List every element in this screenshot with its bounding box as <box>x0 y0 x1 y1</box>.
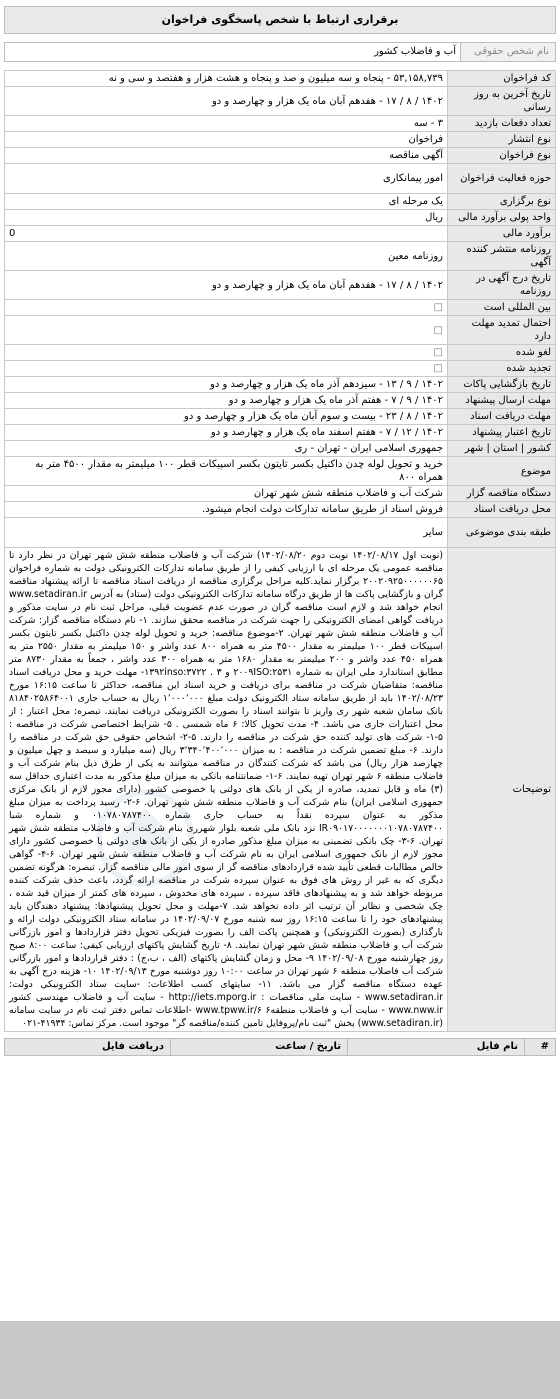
info-value: فراخوان <box>5 132 448 148</box>
info-value: ۱۴۰۲ / ۱۲ / ۷ - هفتم اسفند ماه یک هزار و چهارصد و دو <box>5 425 448 441</box>
info-row <box>5 148 556 164</box>
info-key: تاریخ آخرین به روز رسانی <box>448 87 556 116</box>
info-key: احتمال تمدید مهلت دارد <box>448 316 556 345</box>
info-value: □ <box>5 345 448 361</box>
contact-label: نام شخص حقوقی <box>460 43 555 61</box>
info-key: واحد پولی برآورد مالی <box>448 210 556 226</box>
info-row <box>5 518 556 548</box>
info-value: ۵۳,۱۵۸,۷۳۹ - پنجاه و سه میلیون و صد و پنجاه و هشت هزار و هفتصد و سی و نه <box>5 71 448 87</box>
info-row <box>5 441 556 457</box>
info-key: لغو شده <box>448 345 556 361</box>
info-value: □ <box>5 316 448 345</box>
info-key: حوزه فعالیت فراخوان <box>448 164 556 194</box>
description-row <box>5 548 556 1032</box>
info-row <box>5 242 556 271</box>
info-row <box>5 425 556 441</box>
info-key: محل دریافت اسناد <box>448 502 556 518</box>
info-row <box>5 71 556 87</box>
contact-value: آب و فاضلاب کشور <box>374 46 456 57</box>
files-col-name: نام فایل <box>347 1039 524 1055</box>
info-value: خرید و تحویل لوله چدن داکتیل بکسر تایتون بکسر اسپیکات قطر ۱۰۰ میلیمتر به مقدار ۴۵۰۰ متر به همراه ۸۰۰ <box>5 457 448 486</box>
info-value: سایر <box>5 518 448 548</box>
info-row <box>5 132 556 148</box>
info-key: تجدید شده <box>448 361 556 377</box>
info-key: تاریخ بازگشایی پاکات <box>448 377 556 393</box>
info-row <box>5 210 556 226</box>
description-text <box>5 548 448 1032</box>
info-row <box>5 300 556 316</box>
info-value: جمهوری اسلامی ایران - تهران - ری <box>5 441 448 457</box>
info-row <box>5 377 556 393</box>
info-row <box>5 345 556 361</box>
info-value: روزنامه معین <box>5 242 448 271</box>
info-key: طبقه بندی موضوعی <box>448 518 556 548</box>
tender-info-table <box>4 70 556 1032</box>
info-row <box>5 194 556 210</box>
info-row <box>5 116 556 132</box>
info-key: کد فراخوان <box>448 71 556 87</box>
files-table-header <box>4 1038 556 1056</box>
info-value: فروش اسناد از طریق سامانه تدارکات دولت انجام میشود. <box>5 502 448 518</box>
info-key: مهلت ارسال پیشنهاد <box>448 393 556 409</box>
info-key: نوع فراخوان <box>448 148 556 164</box>
info-key: تاریخ درج آگهی در روزنامه <box>448 271 556 300</box>
description-label: توضیحات <box>448 548 556 1032</box>
info-key: نوع برگزاری <box>448 194 556 210</box>
footer-bar <box>0 1321 560 1399</box>
info-value: 0 <box>5 226 448 242</box>
files-col-index: # <box>524 1039 555 1055</box>
info-row <box>5 226 556 242</box>
info-value: ریال <box>5 210 448 226</box>
info-row <box>5 393 556 409</box>
info-row <box>5 271 556 300</box>
info-value: آگهی مناقصه <box>5 148 448 164</box>
info-key: برآورد مالی <box>448 226 556 242</box>
page-title: برقراری ارتباط با شخص پاسخگوی فراخوان <box>4 6 556 34</box>
info-row <box>5 409 556 425</box>
info-row <box>5 87 556 116</box>
info-key: کشور | استان | شهر <box>448 441 556 457</box>
info-row <box>5 486 556 502</box>
info-value: امور پیمانکاری <box>5 164 448 194</box>
info-value: □ <box>5 361 448 377</box>
contact-row <box>4 42 556 62</box>
info-value: ۳ - سه <box>5 116 448 132</box>
info-value: شرکت آب و فاضلاب منطقه شش شهر تهران <box>5 486 448 502</box>
info-value: □ <box>5 300 448 316</box>
info-row <box>5 316 556 345</box>
info-key: دستگاه مناقصه گزار <box>448 486 556 502</box>
info-key: مهلت دریافت اسناد <box>448 409 556 425</box>
description-body: (نوبت اول ۱۴۰۲/۰۸/۱۷ نوبت دوم ۱۴۰۲/۰۸/۲۰) شرکت آب و فاضلاب منطقه شش شهر تهران در نظر دارد تا مناقصه عمومی یک مرحله ای با ارزیابی کیفی را از طریق سامانه تدارکات الکترونیکی دولت به شماره فراخوان ۲۰۰۲۰۹۲۵۰۰۰۰۰۰۶۵ برگزار نماید.کلیه مراحل برگزاری مناقصه از دریافت اسناد مناقصه تا ارائه پیشنهاد مناقصه گران و بازگشایی پاکت ها از طریق درگاه سامانه تدارکات الکترونیکی دولت (ستاد) به آدرس www.setadiran.ir انجام خواهد شد و لازم است مناقصه گران در صورت عدم عضویت قبلی، مراحل ثبت نام در سایت مذکور و دریافت گواهی امضای الکترونیکی را جهت شرکت در مناقصه محقق سازند. ۱- نام دستگاه مناقصه گزار: شرکت آب و فاضلاب منطقه شش شهر تهران. ۲-موضوع مناقصه: خرید و تحویل لوله چدن داکتیل بکسر تایتون بکسر اسپیکات قطر ۱۰۰ میلیمتر به مقدار ۴۵۰۰ متر به همراه ۸۰۰ عدد واشر و ۱۵۰ میلیمتر به مقدار ۲۵۵۰ متر به همراه ۴۵۰ عدد واشر و ۲۰۰ میلیمتر به مقدار ۱۶۸۰ متر به همراه ۳۰۰ عدد واشر ، جمعاً به مقدار ۸۷۳۰ متر مطابق استاندارد ملی ایران به شماره ۲۰۰۹ISO:۲۵۳۱ و ۱۳۹۲inso:۳۷۲۲ . ۳- مهلت خرید و محل دریافت اسناد مناقصه: متقاضیان شرکت در مناقصه برای دریافت و خرید اسناد این مناقصه، حداکثر تا ساعت ۱۶:۱۵ مورخ ۱۴۰۲/۰۸/۲۳ باید از طریق سامانه ستاد الکترونیک دولت مبلغ ۱٬۰۰۰٬۰۰۰ ریال به حساب جاری ۸۱۸۴۰۲۵۸۶۴۰۰۱ بانک سامان شعبه شهر ری واریز تا بتوانند اسناد را بصورت الکترونیکی دریافت نمایند. تبصره: محل اعتبار : از محل اعتبارات جاری می باشد. ۴- مدت تحویل کالا: ۶ ماه شمسی . ۵- شرایط اختصاصی شرکت در مناقصه : ۵-۱- شرکت های تولید کننده حق شرکت در مناقصه را دارند. ۵-۲- اشخاص حقوقی حق شرکت در مناقصه را دارند. ۶- مبلغ تضمین شرکت در مناقصه : به میزان ۳٬۳۴۰٬۴۰۰٬۰۰۰ ریال (سه میلیارد و سیصد و چهل میلیون و چهارصد هزار ریال) می باشد که شرکت کنندگان در مناقصه میتوانند به یکی از طرق ذیل بنام شرکت آب و فاضلاب منطقه ۶ شهر تهران تهیه نمایند. ۶-۱- ضمانتنامه بانکی به میزان مبلغ مذکور به مدت اعتباری حداقل سه (۳) ماه و قابل تمدید، صادره از یکی از بانک های دولتی یا خصوصی کشور (دارای مجوز لازم از بانک مرکزی جمهوری اسلامی ایران) بنام شرکت آب و فاضلاب منطقه شش شهر تهران. ۶-۲- رسید پرداخت به میزان مبلغ مذکور به عنوان سپرده نقداً به حساب جاری شماره ۰۱۰۷۸۰۷۸۷۴۰۰ و شماره شبا IR۰۹۰۱۷۰۰۰۰۰۰۰۱۰۷۸۰۷۸۷۴۰۰ نزد بانک ملی شعبه بلوار شهرری بنام شرکت آب و فاضلاب منطقه شش شهر تهران. ۶-۳- چک بانکی تضمینی به میزان مبلغ مذکور صادره از یکی از بانک های دولتی یا خصوصی کشور دارای مجوز لازم از بانک جمهوری اسلامی ایران به نام شرکت آب و فاضلاب منطقه شش شهر تهران. ۶-۴- گواهی خالص مطالبات قطعی تأیید شده قراردادهای مناقصه گر از سوی امور مالی مناقصه گزار. تبصره: هرگونه تضمین دیگری که به غیر از روش های فوق به عنوان سپرده شرکت در مناقصه ارائه گردد، باعث حذف شرکت کننده مربوطه خواهد شد و به پیشنهادهای فاقد سپرده ، سپرده های مخدوش ، سپرده های کمتر از میزان قید شده ، چک شخصی و نظایر آن ترتیب اثر داده نخواهد شد. ۷-مهلت و محل تحویل پیشنهادها: پیشنهاد دهندگان باید پیشنهادهای خود را تا ساعت ۱۶:۱۵ روز سه شنبه مورخ ۱۴۰۲/۰۹/۰۷ در سامانه ستاد الکترونیکی دولت ارائه و بارگذاری (بصورت الکترونیکی) و همچنین پاکت الف را بصورت فیزیکی تحویل دفتر قراردادها و امور بازرگانی شرکت آب و فاضلاب منطقه شش شهر تهران نمایند. ۸- تاریخ گشایش پاکتهای ارزیابی کیفی: ساعت ۸:۰۰ صبح روز چهارشنبه مورخ ۱۴۰۲/۰۹/۰۸ ۹- محل و زمان گشایش پاکتهای (الف ، ب،ج) : دفتر قراردادها و امور بازرگانی شرکت آب فاضلاب منطقه ۶ شهر تهران در ساعت ۱۰:۰۰ روز دوشنبه مورخ ۱۴۰۲/۰۹/۱۳ ۱۰- هزینه درج آگهی به عهده دستگاه مناقصه گزار می باشد. ۱۱- سایتهای کسب اطلاعات: -سایت ستاد الکترونیکی دولت: www.setadiran.ir - سایت ملی مناقصات : http://iets.mporg.ir - سایت آب و فاضلاب مهندسی کشور www.nww.ir - سایت آب و فاضلاب منطقه۶ www.tpww.ir/۶ -اطلاعات تماس دفتر ثبت نام در سایت سامانه (www.setadiran.ir) بخش "ثبت نام/پروفایل تامین کننده/مناقصه گر" موجود است. مرکز تماس: ۴۱۹۳۴-۰۲۱ <box>9 550 444 1029</box>
info-value: ۱۴۰۲ / ۸ / ۱۷ - هفدهم آبان ماه یک هزار و چهارصد و دو <box>5 271 448 300</box>
info-row <box>5 164 556 194</box>
info-value: ۱۴۰۲ / ۹ / ۱۳ - سیزدهم آذر ماه یک هزار و چهارصد و دو <box>5 377 448 393</box>
info-key: نوع انتشار <box>448 132 556 148</box>
info-value: ۱۴۰۲ / ۸ / ۲۳ - بیست و سوم آبان ماه یک هزار و چهارصد و دو <box>5 409 448 425</box>
files-col-download: دریافت فایل <box>102 1041 164 1052</box>
info-row <box>5 457 556 486</box>
info-key: موضوع <box>448 457 556 486</box>
tender-page <box>4 6 556 1056</box>
files-col-date: تاریخ / ساعت <box>170 1039 347 1055</box>
info-value: یک مرحله ای <box>5 194 448 210</box>
info-value: ۱۴۰۲ / ۸ / ۱۷ - هفدهم آبان ماه یک هزار و چهارصد و دو <box>5 87 448 116</box>
info-key: بین المللی است <box>448 300 556 316</box>
info-key: روزنامه منتشر کننده آگهی <box>448 242 556 271</box>
info-key: تاریخ اعتبار پیشنهاد <box>448 425 556 441</box>
info-row <box>5 361 556 377</box>
info-key: تعداد دفعات بازدید <box>448 116 556 132</box>
info-row <box>5 502 556 518</box>
info-value: ۱۴۰۲ / ۹ / ۷ - هفتم آذر ماه یک هزار و چهارصد و دو <box>5 393 448 409</box>
